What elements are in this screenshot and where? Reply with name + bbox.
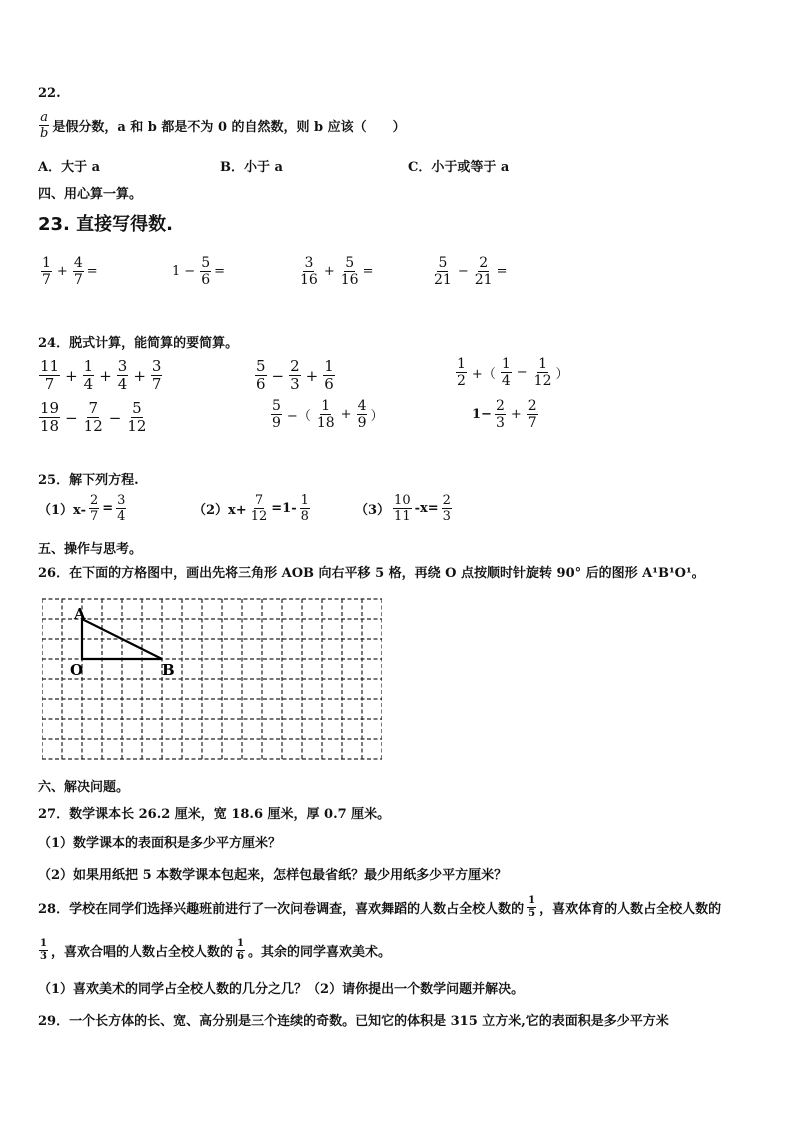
q24-expr-1: $\frac{11}{7}$ + $\frac{1}{4}$ + $\frac{3}{4}$ + $\frac{3}{7}$ (40, 357, 162, 393)
label-o: O (70, 661, 84, 679)
q24-expr-5: $\frac{5}{9}$ −（ $\frac{1}{18}$ + $\frac{4}{9}$ ） (272, 398, 384, 431)
section-4-heading: 四、用心算一算。 (38, 187, 143, 202)
q22-option-b[interactable]: B．小于 a (220, 160, 283, 175)
q22-fraction: $\frac{a}{b}$ (40, 110, 49, 141)
q27-sub-1: （1）数学课本的表面积是多少平方厘米？ (38, 836, 282, 851)
q29-text: 29．一个长方体的长、宽、高分别是三个连续的奇数。已知它的体积是 315 立方米,它的表面积是多少平方米 (38, 1014, 669, 1029)
q27-text: 27．数学课本长 26.2 厘米，宽 18.6 厘米，厚 0.7 厘米。 (38, 807, 391, 822)
q25-equation-1: （1）x- $\frac{2}{7}$ = $\frac{3}{4}$ (38, 493, 126, 524)
q26-text: 26．在下面的方格图中，画出先将三角形 AOB 向右平移 5 格，再绕 O 点按顺时针旋转 90° 后的图形 A¹B¹O¹。 (38, 566, 705, 581)
q25-equation-3: （3） $\frac{10}{11}$ -x= $\frac{2}{3}$ (355, 493, 451, 524)
q25-equation-2: （2）x+ $\frac{7}{12}$ =1- $\frac{1}{8}$ (193, 493, 309, 524)
q22-option-c[interactable]: C．小于或等于 a (408, 160, 510, 175)
label-a: A (74, 605, 86, 623)
q24-expr-2: $\frac{5}{6}$ − $\frac{2}{3}$ + $\frac{1}{6}$ (256, 357, 334, 393)
q23-item-4: $\frac{5}{21}$ − $\frac{2}{21}$ = (434, 255, 508, 288)
q25-title: 25．解下列方程. (38, 473, 139, 488)
section-6-heading: 六、解决问题。 (38, 780, 130, 795)
q24-expr-3: $\frac{1}{2}$ +（ $\frac{1}{4}$ − $\frac{1}{12}$ ） (457, 356, 569, 389)
q22-number: 22. (38, 86, 61, 101)
q28-line-1: 28．学校在同学们选择兴趣班前进行了一次问卷调查，喜欢舞蹈的人数占全校人数的 $\frac{1}{5}$ ，喜欢体育的人数占全校人数的 (38, 895, 722, 919)
label-b: B (162, 661, 175, 679)
q24-expr-4: $\frac{19}{18}$ − $\frac{7}{12}$ − $\frac{5}{12}$ (40, 399, 147, 435)
q24-expr-6: 1− $\frac{2}{3}$ + $\frac{2}{7}$ (472, 398, 537, 431)
q23-item-1: $\frac{1}{7}$ + $\frac{4}{7}$ = (42, 255, 98, 288)
q22-option-a[interactable]: A．大于 a (38, 160, 101, 175)
q22-stem (38, 110, 406, 140)
grid-lines (42, 599, 382, 759)
q23-item-3: $\frac{3}{16}$ + $\frac{5}{16}$ = (300, 255, 374, 288)
q28-sub: （1）喜欢美术的同学占全校人数的几分之几？（2）请你提出一个数学问题并解决。 (38, 982, 525, 997)
q24-title: 24．脱式计算，能简算的要简算。 (38, 336, 239, 351)
grid-svg (42, 597, 382, 762)
q22-text: 是假分数，a 和 b 都是不为 0 的自然数，则 b 应该（ ） (52, 120, 406, 135)
q28-line-2: $\frac{1}{3}$ ，喜欢合唱的人数占全校人数的 $\frac{1}{6}$ 。其余的同学喜欢美术。 (40, 938, 391, 962)
q27-sub-2: （2）如果用纸把 5 本数学课本包起来，怎样包最省纸？最少用纸多少平方厘米？ (38, 868, 508, 883)
q23-item-2: 1 − $\frac{5}{6}$ = (172, 255, 226, 288)
q23-title: 23. 直接写得数. (38, 214, 173, 235)
square-grid-figure (42, 597, 382, 766)
section-5-heading: 五、操作与思考。 (38, 542, 143, 557)
